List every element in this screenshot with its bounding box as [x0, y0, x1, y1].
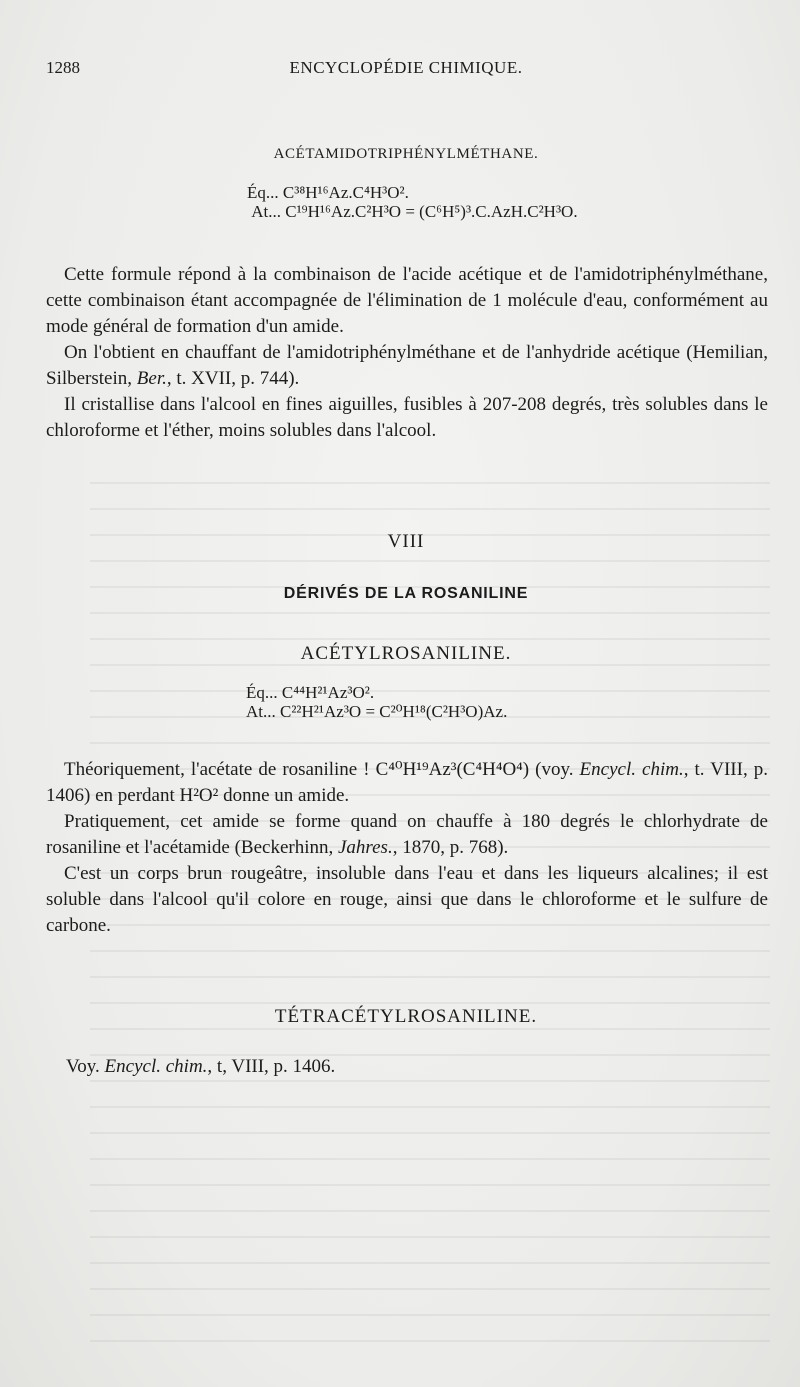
formula-at-line: At... C¹⁹H¹⁶Az.C²H³O = (C⁶H⁵)³.C.AzH.C²H³O.	[251, 202, 578, 221]
formula-block-1	[247, 183, 578, 221]
chapter-roman-numeral: VIII	[387, 531, 425, 552]
running-title: ENCYCLOPÉDIE CHIMIQUE.	[289, 58, 523, 77]
citation-encyclopedia: Encycl. chim.	[104, 1056, 208, 1077]
formula-eq-line: Éq... C⁴⁴H²¹Az³O².	[246, 683, 375, 702]
running-header	[46, 58, 766, 82]
chapter-title-rosaniline-derivatives: DÉRIVÉS DE LA ROSANILINE	[283, 585, 529, 602]
paragraph-theoretical: Théoriquement, l'acétate de rosaniline ! C⁴⁰H¹⁹Az³(C⁴H⁴O⁴) (voy. Encycl. chim., t. VIII, p. 1406) en perdant H²O² donne un amide.	[46, 759, 768, 806]
page-number: 1288	[46, 58, 80, 77]
section-title-acetamidotriphenylmethane: ACÉTAMIDOTRIPHÉNYLMÉTHANE.	[273, 146, 539, 162]
formula-block-2	[246, 683, 507, 721]
cross-reference: Voy. Encycl. chim., t, VIII, p. 1406.	[66, 1056, 336, 1077]
section-title-acetylrosaniline: ACÉTYLROSANILINE.	[300, 643, 512, 664]
citation-journal: Ber.	[136, 368, 167, 389]
paragraph-description: C'est un corps brun rougeâtre, insoluble dans l'eau et dans les liqueurs alcalines; il est soluble dans l'alcool qu'il colore en rouge, ainsi que dans le chloroforme et le sulfure de carbone.	[46, 863, 768, 936]
paragraph-practical: Pratiquement, cet amide se forme quand on chauffe à 180 degrés le chlorhydrate de rosaniline et l'acétamide (Beckerhinn, Jahres., 1870, p. 768).	[46, 811, 768, 858]
formula-at-line: At... C²²H²¹Az³O = C²⁰H¹⁸(C²H³O)Az.	[246, 702, 508, 721]
paragraph-formula-explanation: Cette formule répond à la combinaison de l'acide acétique et de l'amidotriphénylméthane, cette combinaison étant accompagnée de l'élimination de 1 molécule d'eau, conformément au mode général de formation d'un amide.	[46, 264, 768, 337]
citation-journal: Jahres.	[338, 837, 393, 858]
paragraph-properties: Il cristallise dans l'alcool en fines aiguilles, fusibles à 207-208 degrés, très solubles dans le chloroforme et l'éther, moins solubles dans l'alcool.	[46, 394, 768, 441]
paragraph-preparation: On l'obtient en chauffant de l'amidotriphénylméthane et de l'anhydride acétique (Hemilian, Silberstein, Ber., t. XVII, p. 744).	[46, 342, 768, 389]
formula-eq-line: Éq... C³⁸H¹⁶Az.C⁴H³O².	[247, 183, 409, 202]
citation-encyclopedia: Encycl. chim.	[579, 759, 684, 780]
section-title-tetracetylrosaniline: TÉTRACÉTYLROSANILINE.	[274, 1006, 538, 1027]
